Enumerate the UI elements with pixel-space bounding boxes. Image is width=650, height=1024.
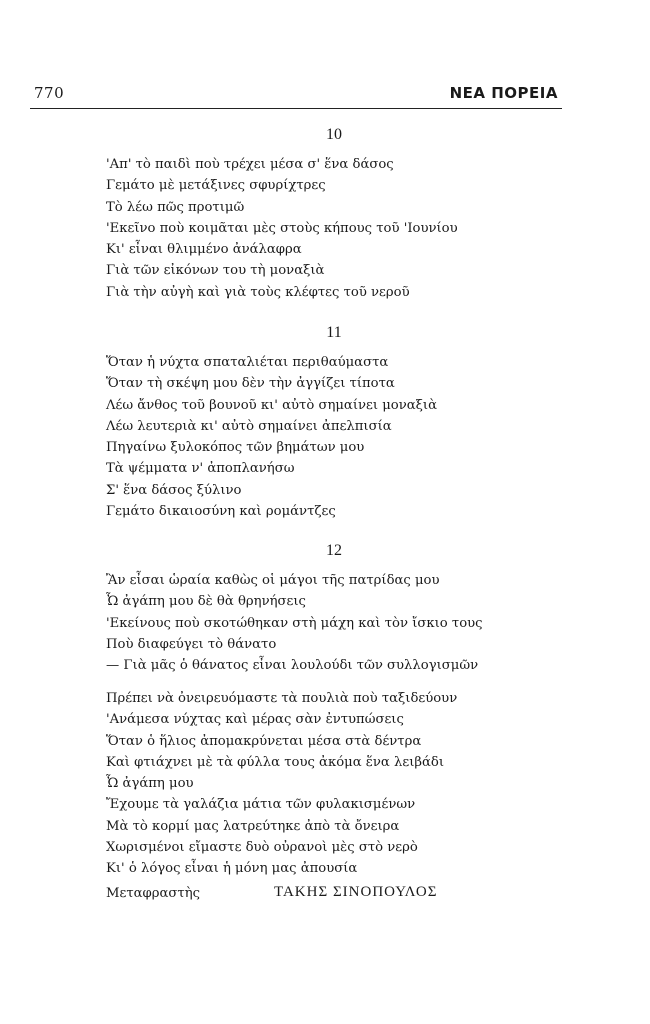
poem-line: — Γιὰ μᾶς ὁ θάνατος εἶναι λουλούδι τῶν συλλογισμῶν xyxy=(106,658,479,674)
poem-line: Κι' ὁ λόγος εἶναι ἡ μόνη μας ἀπουσία xyxy=(106,861,358,877)
poem-line: Ὦ ἀγάπη μου δὲ θὰ θρηνήσεις xyxy=(106,594,306,610)
poem-line: Καὶ φτιάχνει μὲ τὰ φύλλα τους ἀκόμα ἕνα λειβάδι xyxy=(106,754,445,770)
poem-line: Ὅταν ὁ ἥλιος ἀπομακρύνεται μέσα στὰ δέντρα xyxy=(106,733,422,749)
section-number-12: 12 xyxy=(326,542,342,559)
poem-line: Γιὰ τὴν αὐγὴ καὶ γιὰ τοὺς κλέφτες τοῦ νεροῦ xyxy=(106,284,410,300)
poem-line: Ὦ ἀγάπη μου xyxy=(106,776,194,792)
poem-line: 'Ανάμεσα νύχτας καὶ μέρας σὰν ἐντυπώσεις xyxy=(106,712,404,728)
translator-name: ΤΑΚΗΣ ΣΙΝΟΠΟΥΛΟΣ xyxy=(274,884,438,900)
poem-line: Τὸ λέω πῶς προτιμῶ xyxy=(106,199,245,215)
poem-line: 'Εκεῖνο ποὺ κοιμᾶται μὲς στοὺς κήπους τοῦ 'Ιουνίου xyxy=(106,220,458,236)
poem-line: Τὰ ψέμματα ν' ἀποπλανήσω xyxy=(106,461,295,477)
poem-stanza-12b xyxy=(106,688,457,880)
poem-line: Λέω λευτεριὰ κι' αὐτὸ σημαίνει ἀπελπισία xyxy=(106,418,392,434)
poem-line: Ἂν εἶσαι ὡραία καθὼς οἱ μάγοι τῆς πατρίδας μου xyxy=(106,573,440,588)
page-number: 770 xyxy=(34,84,65,102)
section-number-10: 10 xyxy=(326,126,342,143)
poem-stanza-10 xyxy=(106,154,458,303)
poem-line: Κι' εἶναι θλιμμένο ἀνάλαφρα xyxy=(106,242,302,258)
poem-line: Γεμάτο δικαιοσύνη καὶ ρομάντζες xyxy=(106,504,336,520)
poem-line: Πηγαίνω ξυλοκόπος τῶν βημάτων μου xyxy=(106,440,365,456)
poem-line: 'Απ' τὸ παιδὶ ποὺ τρέχει μέσα σ' ἕνα δάσος xyxy=(106,157,394,172)
poem-line: Γεμάτο μὲ μετάξινες σφυρίχτρες xyxy=(106,178,326,194)
running-title: ΝΕΑ ΠΟΡΕΙΑ xyxy=(449,84,558,102)
poem-stanza-11 xyxy=(106,352,437,522)
section-number-11: 11 xyxy=(326,324,342,341)
poem-line: Ἔχουμε τὰ γαλάζια μάτια τῶν φυλακισμένων xyxy=(106,797,416,813)
poem-line: Μὰ τὸ κορμί μας λατρεύτηκε ἀπὸ τὰ ὄνειρα xyxy=(106,818,400,834)
poem-line: Λέω ἄνθος τοῦ βουνοῦ κι' αὐτὸ σημαίνει μοναξιὰ xyxy=(106,397,437,413)
poem-line: Ποὺ διαφεύγει τὸ θάνατο xyxy=(106,636,277,652)
poem-line: Σ' ἕνα δάσος ξύλινο xyxy=(106,482,242,498)
header-rule xyxy=(30,108,562,109)
poem-line: Ὅταν ἡ νύχτα σπαταλιέται περιθαύμαστα xyxy=(106,355,389,370)
poem-line: Χωρισμένοι εἴμαστε δυὸ οὐρανοὶ μὲς στὸ νερὸ xyxy=(106,840,418,856)
poem-line: Ὅταν τὴ σκέψη μου δὲν τὴν ἀγγίζει τίποτα xyxy=(106,376,395,392)
poem-line: Πρέπει νὰ ὀνειρευόμαστε τὰ πουλιὰ ποὺ ταξιδεύουν xyxy=(106,691,458,706)
poem-line: Γιὰ τῶν εἰκόνων του τὴ μοναξιὰ xyxy=(106,263,325,279)
translator-label: Μεταφραστὴς xyxy=(106,886,201,901)
poem-stanza-12a xyxy=(106,570,483,676)
poem-line: 'Εκείνους ποὺ σκοτώθηκαν στὴ μάχη καὶ τὸν ἴσκιο τους xyxy=(106,615,483,631)
